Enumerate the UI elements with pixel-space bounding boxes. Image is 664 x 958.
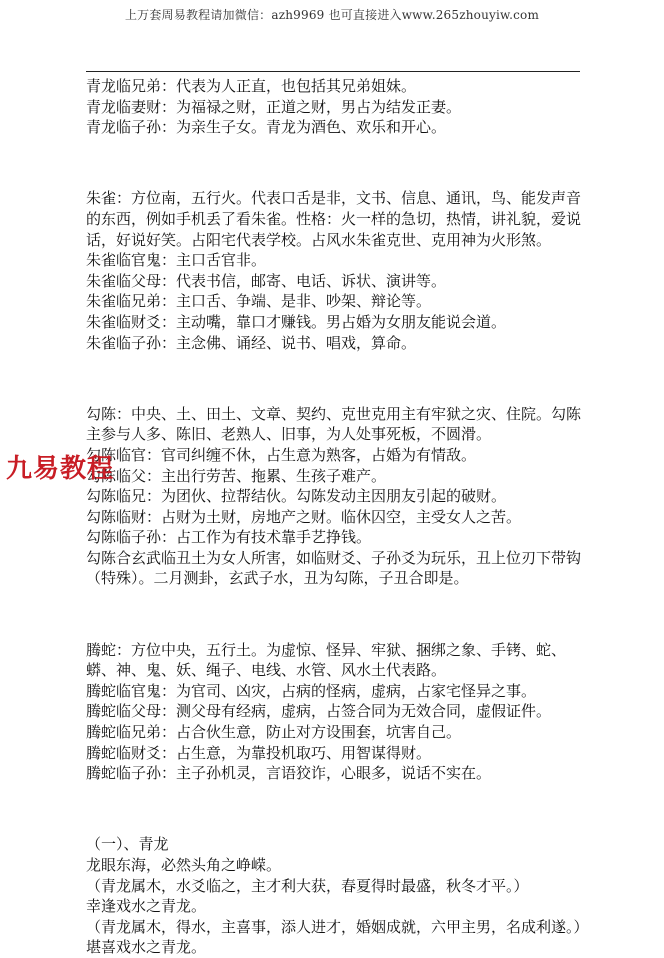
- paragraph: 幸逢戏水之青龙。: [86, 897, 207, 916]
- paragraph: 腾蛇：方位中央，五行土。为虚惊、怪异、牢狱、捆绑之象、手铐、蛇、蟒、神、鬼、妖、绳子、电线、水管、风水土代表路。: [86, 640, 567, 680]
- page-header: 上万套周易教程请加微信：azh9969 也可直接进入www.265zhouyiw.com: [124, 8, 540, 22]
- paragraph: 朱雀临兄弟：主口舌、争端、是非、吵架、辩论等。: [86, 292, 432, 311]
- paragraph: 勾陈临官：官司纠缠不休，占生意为熟客，占婚为有情敌。: [86, 445, 477, 464]
- paragraph: 青龙临兄弟：代表为人正直，也包括其兄弟姐妹。: [86, 77, 417, 95]
- paragraph: 腾蛇临官鬼：为官司、凶灾，占病的怪病，虚病，占家宅怪异之事。: [86, 681, 537, 700]
- paragraph: 龙眼东海，必然头角之峥嵘。: [86, 856, 282, 874]
- paragraph: 朱雀临子孙：主念佛、诵经、说书、唱戏，算命。: [86, 333, 417, 352]
- header-divider: [86, 71, 580, 72]
- paragraph: 勾陈：中央、土、田土、文章、契约、克世克用主有牢狱之灾、住院。勾陈主参与人多、陈旧、老熟人、旧事，为人处事死板，不圆滑。: [86, 404, 582, 444]
- paragraph: 青龙临妻财：为福禄之财，正道之财，男占为结发正妻。: [86, 97, 462, 116]
- paragraph: 朱雀临官鬼：主口舌官非。: [86, 251, 267, 270]
- document-body: [86, 76, 589, 958]
- paragraph: 朱雀：方位南，五行火。代表口舌是非，文书、信息、通讯，鸟、能发声音的东西，例如手机丢了看朱雀。性格：火一样的急切，热情，讲礼貌，爱说话，好说好笑。占阳宅代表学校。占风水朱雀克世、克用神为火形煞。: [86, 189, 582, 249]
- paragraph: 朱雀临父母：代表书信，邮寄、电话、诉状、演讲等。: [86, 271, 447, 290]
- paragraph: 朱雀临财爻：主动嘴，靠口才赚钱。男占婚为女朋友能说会道。: [86, 312, 507, 331]
- paragraph: 勾陈临子孙：占工作为有技术靠手艺挣钱。: [86, 528, 372, 547]
- watermark-logo: 九易教程: [6, 454, 115, 484]
- paragraph: 腾蛇临子孙：主子孙机灵，言语狡诈，心眼多，说话不实在。: [86, 764, 492, 783]
- paragraph-spacer: [86, 153, 586, 174]
- paragraph: 勾陈临兄：为团伙、拉帮结伙。勾陈发动主因朋友引起的破财。: [86, 487, 507, 506]
- paragraph: 勾陈临父：主出行劳苦、拖累、生孩子难产。: [86, 466, 387, 485]
- paragraph-spacer: [86, 799, 586, 820]
- paragraph-spacer: [86, 604, 586, 625]
- paragraph: 堪喜戏水之青龙。: [86, 938, 207, 957]
- paragraph: 腾蛇临财爻：占生意，为靠投机取巧、用智谋得财。: [86, 743, 432, 762]
- paragraph-spacer: [86, 368, 586, 389]
- paragraph: 勾陈临财：占财为土财，房地产之财。临休囚空，主受女人之苦。: [86, 507, 522, 526]
- paragraph: （青龙属木，得水，主喜事，添人进才，婚姻成就，六甲主男，名成利遂。）: [86, 917, 589, 936]
- paragraph: 勾陈合玄武临丑土为女人所害，如临财爻、子孙爻为玩乐，丑上位刃下带钩（特殊）。二月测卦，玄武子水，丑为勾陈，子丑合即是。: [86, 548, 582, 588]
- paragraph: 青龙临子孙：为亲生子女。青龙为酒色、欢乐和开心。: [86, 118, 447, 137]
- paragraph: 腾蛇临兄弟：占合伙生意，防止对方设围套，坑害自己。: [86, 723, 462, 742]
- paragraph: （一）、青龙: [86, 835, 169, 854]
- paragraph: （青龙属木，水爻临之，主才利大获，春夏得时最盛，秋冬才平。）: [86, 876, 529, 895]
- paragraph: 腾蛇临父母：测父母有经病，虚病，占签合同为无效合同，虚假证件。: [86, 702, 552, 721]
